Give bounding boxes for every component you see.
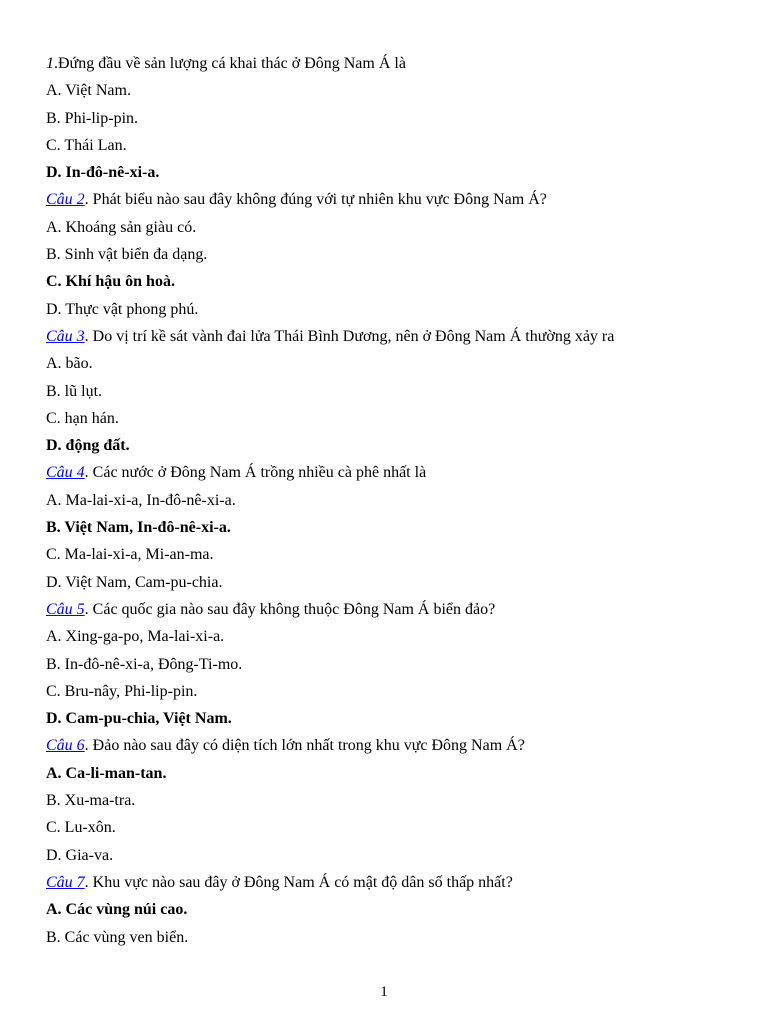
question-number-link[interactable]: Câu 3 [46, 327, 85, 345]
answer-option: B. In-đô-nê-xi-a, Đông-Ti-mo. [46, 655, 243, 673]
page-number: 1 [380, 984, 388, 1000]
question-line [46, 323, 736, 350]
answer-option: A. Xing-ga-po, Ma-lai-xi-a. [46, 628, 225, 646]
answer-option-correct: C. Khí hậu ôn hoà. [46, 273, 175, 291]
answer-option: B. Xu-ma-tra. [46, 792, 136, 810]
answer-option-correct: D. In-đô-nê-xi-a. [46, 164, 160, 182]
answer-option: C. Lu-xôn. [46, 819, 116, 837]
question-text: . Khu vực nào sau đây ở Đông Nam Á có mật độ dân số thấp nhất? [84, 873, 513, 891]
answer-option: A. Việt Nam. [46, 82, 131, 100]
answer-option-correct: B. Việt Nam, In-đô-nê-xi-a. [46, 519, 231, 537]
question-text: . Phát biểu nào sau đây không đúng với tự nhiên khu vực Đông Nam Á? [84, 191, 547, 209]
answer-option-correct: A. Các vùng núi cao. [46, 901, 188, 919]
answer-option: C. hạn hán. [46, 409, 119, 427]
question-line [46, 869, 736, 896]
question-text: . Đảo nào sau đây có diện tích lớn nhất trong khu vực Đông Nam Á? [84, 737, 525, 755]
answer-option: B. lũ lụt. [46, 382, 103, 400]
answer-option: A. bão. [46, 355, 93, 373]
question-text: . Các nước ở Đông Nam Á trồng nhiều cà phê nhất là [84, 464, 427, 482]
answer-option-correct: D. động đất. [46, 437, 130, 455]
question-text: . Các quốc gia nào sau đây không thuộc Đông Nam Á biển đảo? [84, 600, 496, 618]
question-number-link[interactable]: Câu 4 [46, 464, 85, 482]
answer-option: C. Bru-nây, Phi-lip-pin. [46, 682, 198, 700]
question-line [46, 732, 736, 759]
question-line [46, 596, 736, 623]
answer-option: B. Phi-lip-pin. [46, 109, 139, 127]
answer-option: D. Gia-va. [46, 846, 114, 864]
question-line [46, 50, 736, 77]
answer-option: C. Ma-lai-xi-a, Mi-an-ma. [46, 546, 214, 564]
answer-option: D. Việt Nam, Cam-pu-chia. [46, 573, 223, 591]
question-number-link[interactable]: Câu 6 [46, 737, 85, 755]
answer-option-correct: A. Ca-li-man-tan. [46, 764, 167, 782]
question-number-link[interactable]: Câu 2 [46, 191, 85, 209]
answer-option: C. Thái Lan. [46, 136, 127, 154]
question-text: .Đứng đầu về sản lượng cá khai thác ở Đông Nam Á là [54, 55, 406, 72]
answer-option-correct: D. Cam-pu-chia, Việt Nam. [46, 710, 232, 728]
document-page [46, 50, 736, 951]
question-line [46, 186, 736, 213]
question-number: 1 [46, 55, 54, 72]
question-number-link[interactable]: Câu 7 [46, 873, 85, 891]
question-line [46, 459, 736, 486]
question-text: . Do vị trí kề sát vành đai lửa Thái Bình Dương, nên ở Đông Nam Á thường xảy ra [84, 327, 615, 345]
answer-option: B. Các vùng ven biển. [46, 928, 189, 946]
answer-option: A. Ma-lai-xi-a, In-đô-nê-xi-a. [46, 491, 236, 509]
answer-option: B. Sinh vật biển đa dạng. [46, 246, 208, 264]
answer-option: A. Khoáng sản giàu có. [46, 218, 197, 236]
answer-option: D. Thực vật phong phú. [46, 300, 199, 318]
question-number-link[interactable]: Câu 5 [46, 600, 85, 618]
